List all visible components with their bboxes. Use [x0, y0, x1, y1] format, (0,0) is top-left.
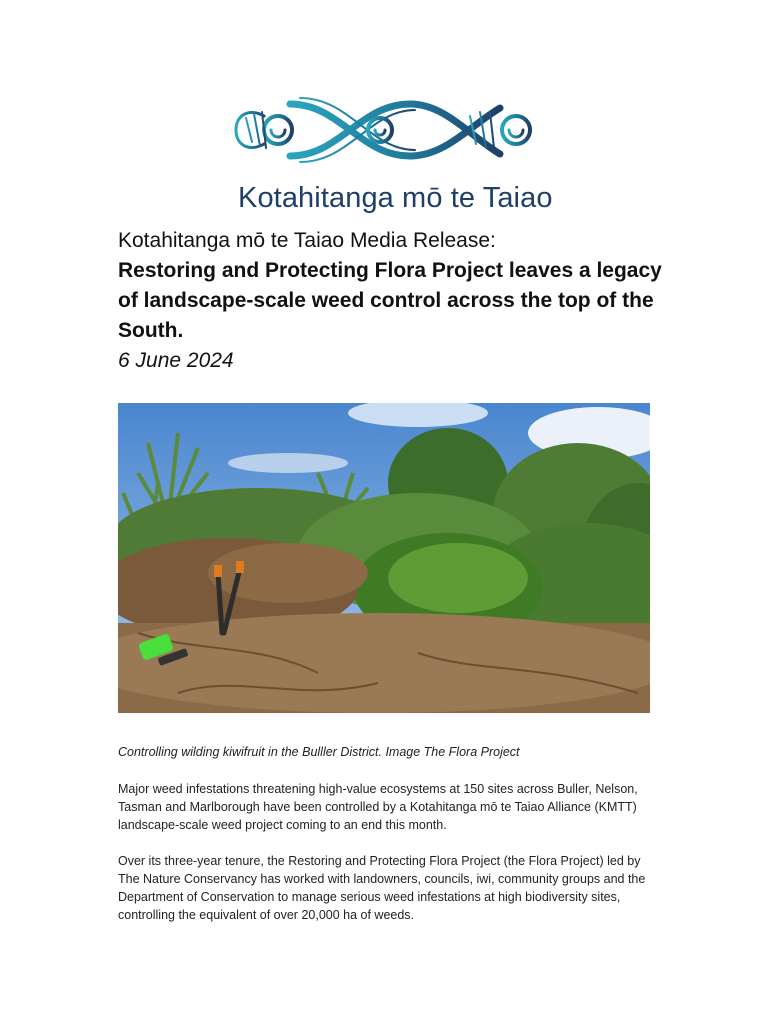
landscape-image [118, 403, 650, 713]
body-paragraph-2: Over its three-year tenure, the Restoring and Protecting Flora Project (the Flora Project) led by The Nature Conservancy has worked with landowners, councils, iwi, community groups and the Department of Conservation to manage serious weed infestations at high biodiversity sites, controlling the equivalent of over 20,000 ha of weeds. [118, 854, 646, 922]
release-title: Restoring and Protecting Flora Project leaves a legacy of landscape-scale weed control across the top of the South. [118, 259, 662, 342]
release-date: 6 June 2024 [118, 349, 234, 372]
organisation-logo [230, 86, 553, 222]
logo-wordmark: Kotahitanga mō te Taiao [238, 182, 553, 214]
article-photo [118, 403, 650, 713]
koru-wave-icon [230, 86, 540, 176]
body-paragraph-1: Major weed infestations threatening high-value ecosystems at 150 sites across Buller, Nelson, Tasman and Marlborough have been controlled by a Kotahitanga mō te Taiao Alliance (KMTT) landscape-scale weed project coming to an end this month. [118, 782, 638, 832]
release-subtitle: Kotahitanga mō te Taiao Media Release: [118, 229, 496, 252]
photo-caption: Controlling wilding kiwifruit in the Bulller District. Image The Flora Project [118, 745, 520, 759]
headline-block [118, 226, 678, 376]
